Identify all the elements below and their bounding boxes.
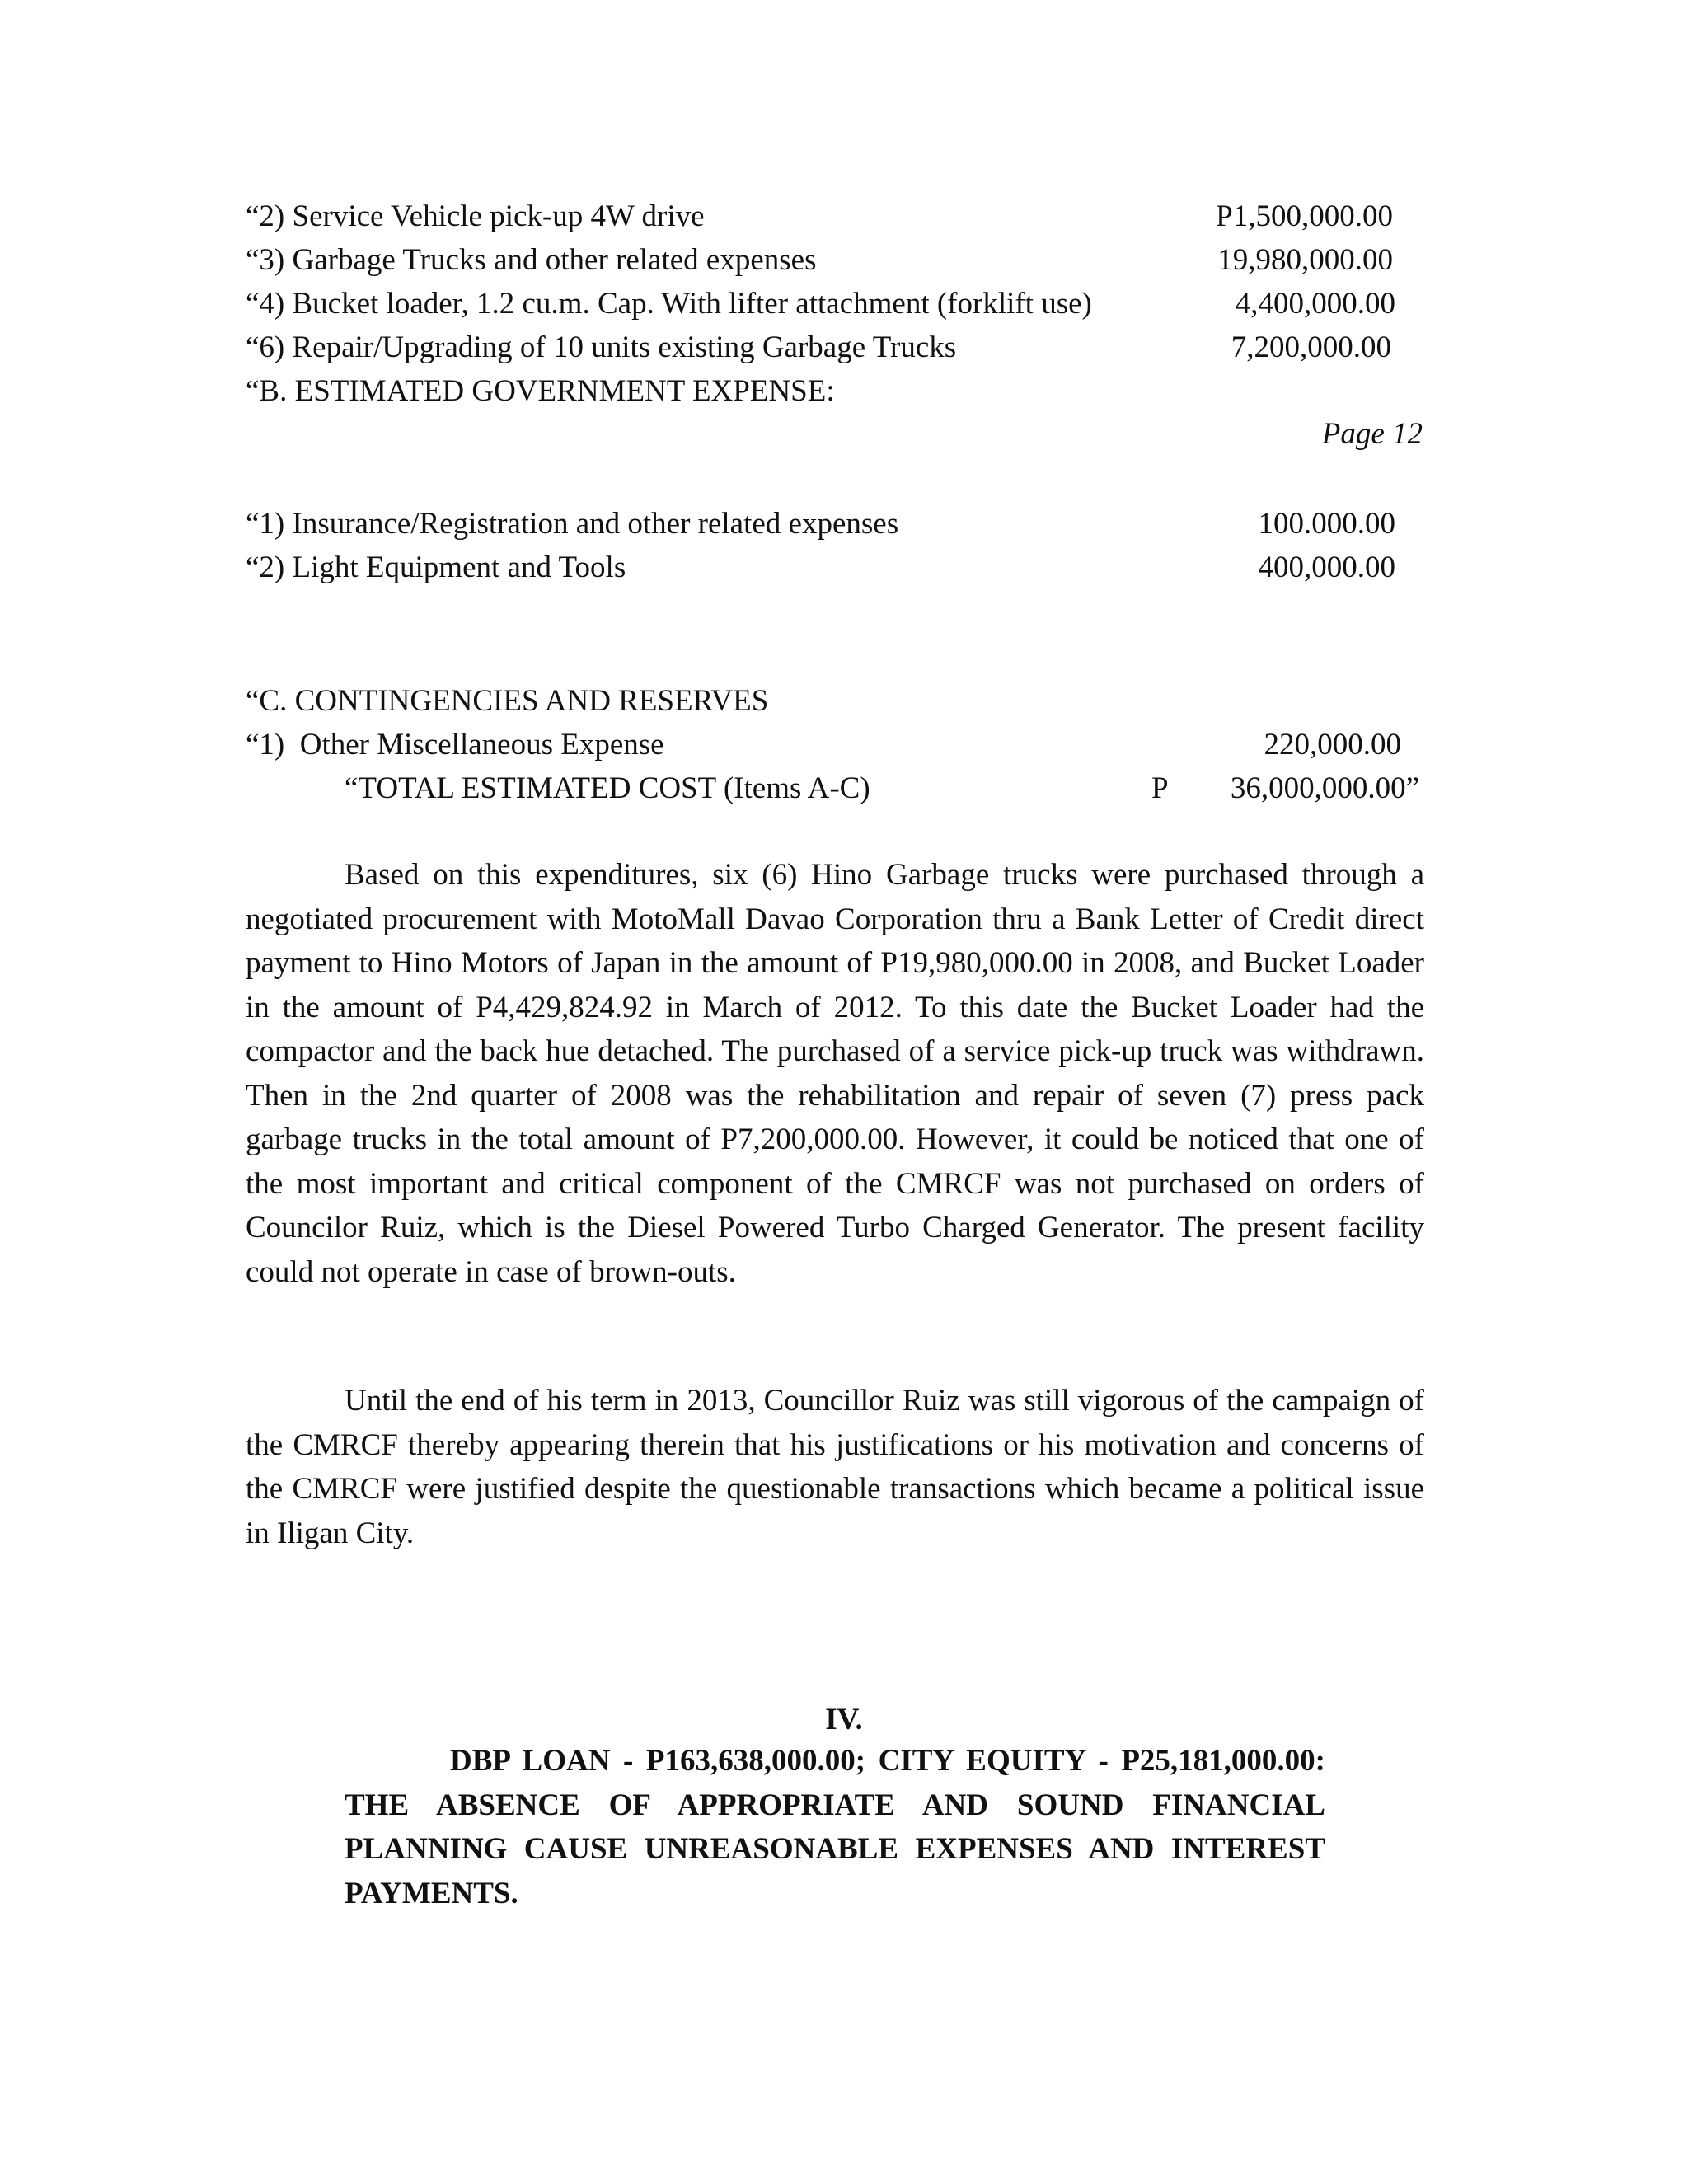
item-a-1-amount: P1,500,000.00 (1216, 199, 1393, 233)
item-c-1-label: “1) Other Miscellaneous Expense (246, 728, 664, 762)
item-b-1-amount: 100.000.00 (1258, 507, 1395, 541)
page-number: Page 12 (1321, 417, 1423, 451)
body-paragraph-1: Based on this expenditures, six (6) Hino Garbage trucks were purchased through a negotiated procurement with MotoMall Davao Corporation thru a Bank Letter of Credit direct payment to Hino Motors of Japan in the amount of P19,980,000.00 in 2008, and Bucket Loader in the amount of P4,429,824.92 in March of 2012. To this date the Bucket Loader had the compactor and the back hue detached. The purchased of a service pick-up truck was withdrawn. Then in the 2nd quarter of 2008 was the rehabilitation and repair of seven (7) press pack garbage trucks in the total amount of P7,200,000.00. However, it could be noticed that one of the most important and critical component of the CMRCF was not purchased on orders of Councilor Ruiz, which is the Diesel Powered Turbo Charged Generator. The present facility could not operate in case of brown-outs. (246, 858, 1424, 1289)
item-b-2-amount: 400,000.00 (1258, 551, 1395, 584)
total-currency: P (1151, 771, 1169, 805)
section-b-title: “B. ESTIMATED GOVERNMENT EXPENSE: (246, 374, 835, 408)
item-a-4-label: “6) Repair/Upgrading of 10 units existing Garbage Trucks (246, 330, 957, 364)
item-a-3-amount: 4,400,000.00 (1235, 287, 1395, 321)
item-a-2-label: “3) Garbage Trucks and other related expenses (246, 243, 817, 277)
total-amount: 36,000,000.00” (1230, 771, 1419, 805)
item-a-4-amount: 7,200,000.00 (1231, 330, 1391, 364)
item-a-2-amount: 19,980,000.00 (1217, 243, 1393, 277)
total-label: “TOTAL ESTIMATED COST (Items A-C) (345, 771, 870, 805)
section-number: IV. (825, 1703, 863, 1736)
item-c-1-amount: 220,000.00 (1264, 728, 1401, 762)
section-c-title: “C. CONTINGENCIES AND RESERVES (246, 684, 769, 718)
item-a-1-label: “2) Service Vehicle pick-up 4W drive (246, 199, 705, 233)
item-b-2-label: “2) Light Equipment and Tools (246, 551, 626, 584)
section-heading: DBP LOAN - P163,638,000.00; CITY EQUITY - P25,181,000.00: THE ABSENCE OF APPROPRIATE AND SOUND FINANCIAL PLANNING CAUSE UNREASONABLE EXPENSES AND INTEREST PAYMENTS. (345, 1744, 1325, 1910)
item-a-3-label: “4) Bucket loader, 1.2 cu.m. Cap. With lifter attachment (forklift use) (246, 287, 1092, 321)
body-paragraph-2: Until the end of his term in 2013, Councillor Ruiz was still vigorous of the campaign of the CMRCF thereby appearing therein that his justifications or his motivation and concerns of the CMRCF were justified despite the questionable transactions which became a political issue in Iligan City. (246, 1384, 1424, 1550)
item-b-1-label: “1) Insurance/Registration and other related expenses (246, 507, 899, 541)
